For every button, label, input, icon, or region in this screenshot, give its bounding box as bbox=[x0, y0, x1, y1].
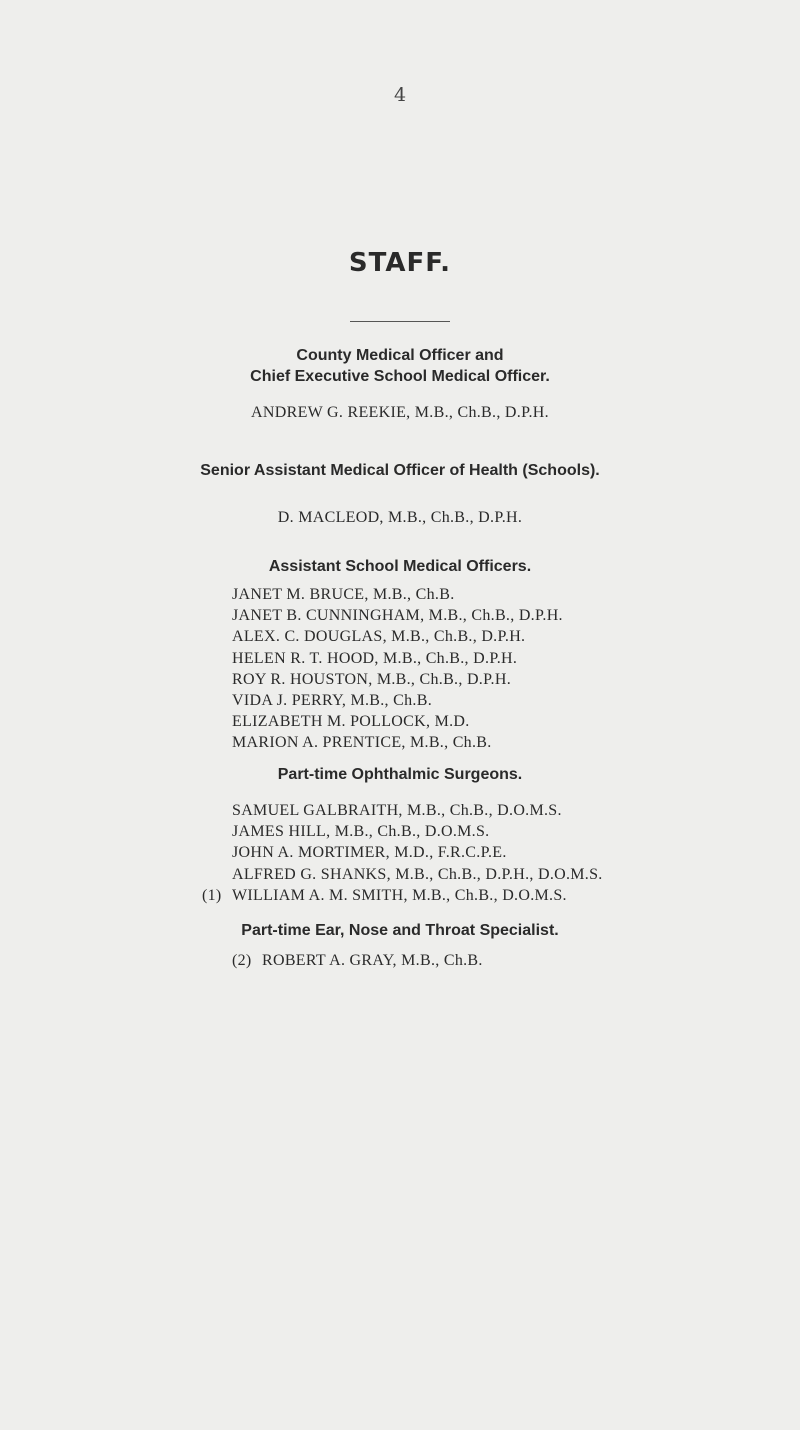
list-item: HELEN R. T. HOOD, M.B., Ch.B., D.P.H. bbox=[232, 649, 518, 667]
ophthalmic-surgeons-list bbox=[202, 800, 603, 906]
list-item: JOHN A. MORTIMER, M.D., F.R.C.P.E. bbox=[232, 844, 507, 862]
heading-line: Senior Assistant Medical Officer of Health (Schools). bbox=[200, 462, 600, 479]
footnote-marker: (2) bbox=[232, 952, 252, 969]
staff-name: ANDREW G. REEKIE, M.B., Ch.B., D.P.H. bbox=[251, 404, 549, 421]
page-number: 4 bbox=[393, 84, 407, 106]
ent-specialist-list bbox=[232, 950, 483, 971]
section-heading-county-medical-officer bbox=[0, 345, 800, 387]
heading-line: County Medical Officer and bbox=[296, 347, 504, 364]
list-item bbox=[202, 885, 603, 906]
section-heading-ophthalmic-surgeons bbox=[0, 764, 800, 785]
title-divider bbox=[350, 321, 450, 322]
section-heading-assistant-school-medical-officers bbox=[0, 556, 800, 577]
list-item: ELIZABETH M. POLLOCK, M.D. bbox=[232, 713, 470, 731]
list-item: VIDA J. PERRY, M.B., Ch.B. bbox=[232, 691, 433, 709]
staff-name: D. MACLEOD, M.B., Ch.B., D.P.H. bbox=[277, 509, 523, 526]
list-item: JANET M. BRUCE, M.B., Ch.B. bbox=[232, 586, 455, 603]
heading-line: Assistant School Medical Officers. bbox=[268, 558, 532, 575]
staff-name: ROBERT A. GRAY, M.B., Ch.B. bbox=[262, 952, 483, 969]
list-item: ALEX. C. DOUGLAS, M.B., Ch.B., D.P.H. bbox=[232, 628, 526, 646]
staff-name: WILLIAM A. M. SMITH, M.B., Ch.B., D.O.M.S. bbox=[232, 886, 567, 904]
list-item: ROY R. HOUSTON, M.B., Ch.B., D.P.H. bbox=[232, 670, 511, 688]
assistant-officers-list bbox=[232, 584, 563, 754]
list-item: JAMES HILL, M.B., Ch.B., D.O.M.S. bbox=[232, 823, 490, 841]
heading-line: Chief Executive School Medical Officer. bbox=[250, 368, 550, 385]
heading-line: Part-time Ear, Nose and Throat Specialist. bbox=[241, 922, 559, 939]
list-item bbox=[232, 950, 483, 971]
list-item: ALFRED G. SHANKS, M.B., Ch.B., D.P.H., D.O.M.S. bbox=[232, 865, 603, 883]
section-heading-senior-assistant bbox=[0, 460, 800, 481]
list-item: MARION A. PRENTICE, M.B., Ch.B. bbox=[232, 734, 492, 752]
footnote-marker: (1) bbox=[202, 886, 222, 904]
list-item: JANET B. CUNNINGHAM, M.B., Ch.B., D.P.H. bbox=[232, 607, 563, 625]
section-heading-ent-specialist bbox=[0, 920, 800, 941]
list-item: SAMUEL GALBRAITH, M.B., Ch.B., D.O.M.S. bbox=[232, 802, 562, 819]
heading-line: Part-time Ophthalmic Surgeons. bbox=[277, 766, 523, 783]
page-title: STAFF. bbox=[348, 248, 452, 278]
